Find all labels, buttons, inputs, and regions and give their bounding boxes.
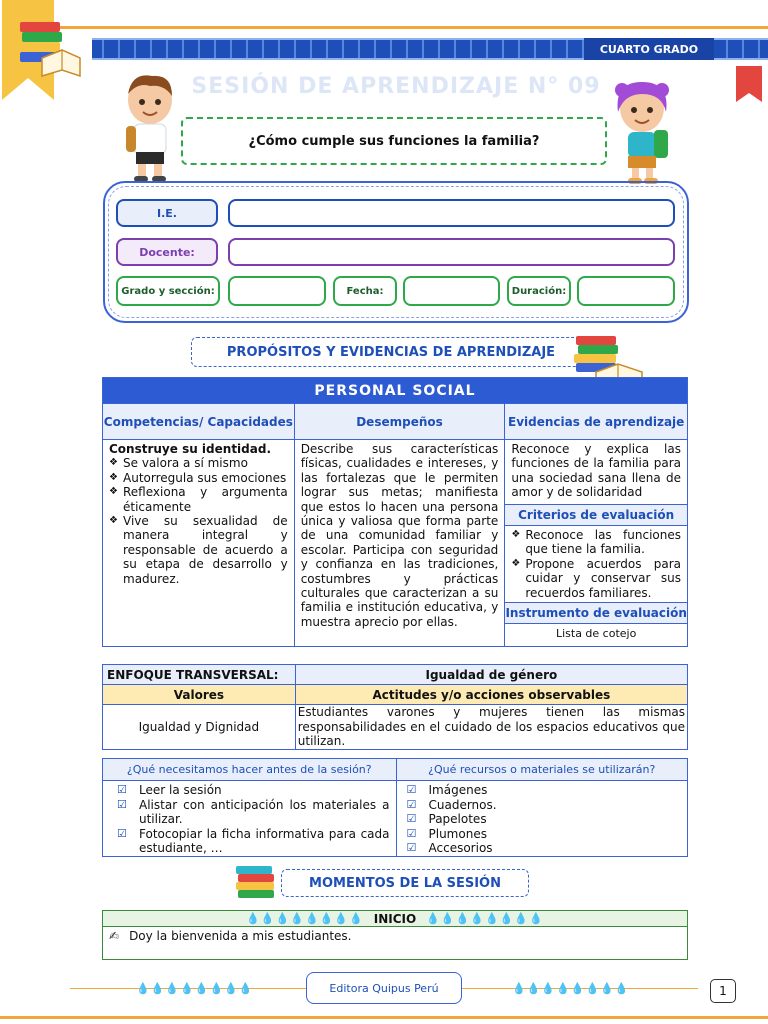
criteria-title: Criterios de evaluación [505, 504, 687, 526]
preparation-table [102, 758, 688, 857]
resources-cell [396, 781, 688, 857]
list-item: ☑ Fotocopiar la ficha informativa para cada estudiante, … [117, 827, 390, 856]
start-header [103, 911, 687, 927]
before-session-header: ¿Qué necesitamos hacer antes de la sesión? [103, 759, 397, 781]
competencies-cell [103, 440, 295, 647]
teacher-field[interactable] [228, 238, 675, 266]
col-evidence: Evidencias de aprendizaje [505, 404, 688, 440]
values-header: Valores [103, 685, 296, 705]
approach-table [102, 664, 688, 750]
top-orange-rule [60, 26, 768, 29]
list-item: ☑ Leer la sesión [117, 783, 390, 798]
purposes-title: PROPÓSITOS Y EVIDENCIAS DE APRENDIZAJE [191, 337, 591, 367]
duration-field[interactable] [577, 276, 675, 306]
start-line: Doy la bienvenida a mis estudiantes. [129, 929, 352, 943]
boy-illustration [112, 70, 188, 186]
start-section [102, 910, 688, 960]
approach-label: ENFOQUE TRANSVERSAL: [103, 665, 296, 685]
date-label: Fecha: [333, 276, 397, 306]
performance-cell: Describe sus características físicas, cualidades e intereses, y las fortalezas que le permiten lograr sus metas; manifiesta que estos lo hacen una persona única y valiosa que forma parte de una comunidad familiar y escolar. Participa con seguridad y confianza en las tradiciones, costumbres y prácticas culturales que caracterizan a su familia e institución educativa, y muestra aprecio por ellas. [294, 440, 505, 647]
moments-title: MOMENTOS DE LA SESIÓN [281, 869, 529, 897]
grade-label: CUARTO GRADO [584, 38, 714, 60]
learning-table [102, 377, 688, 647]
col-performances: Desempeños [294, 404, 505, 440]
evidence-cell [505, 440, 688, 647]
resources-list [397, 783, 688, 856]
start-title: INICIO [373, 911, 417, 926]
ie-field[interactable] [228, 199, 675, 227]
col-competencies: Competencias/ Capacidades [103, 404, 295, 440]
evidence-text: Reconoce y explica las funciones de la familia para una sociedad sana llena de amor y de solidaridad [511, 442, 681, 500]
page-number: 1 [710, 979, 736, 1003]
list-item: ☑ Papelotes [407, 812, 682, 827]
values-cell: Igualdad y Dignidad [103, 705, 296, 750]
grade-section-field[interactable] [228, 276, 326, 306]
list-item: ❖ Se valora a sí mismo [109, 456, 288, 470]
list-item: ❖ Reconoce las funciones que tiene la familia. [511, 528, 681, 557]
attitudes-header: Actitudes y/o acciones observables [295, 685, 687, 705]
list-item: ☑ Plumones [407, 827, 682, 842]
list-item: ❖ Propone acuerdos para cuidar y conservar sus recuerdos familiares. [511, 557, 681, 600]
area-title: PERSONAL SOCIAL [103, 378, 688, 404]
list-item: ❖ Reflexiona y argumenta éticamente [109, 485, 288, 514]
duration-label: Duración: [507, 276, 571, 306]
list-item: ☑ Cuadernos. [407, 798, 682, 813]
drops-decoration-icon: 💧💧💧💧💧💧💧💧 [136, 982, 254, 995]
session-title: SESIÓN DE APRENDIZAJE N° 09 [191, 74, 601, 99]
list-item: ☑ Imágenes [407, 783, 682, 798]
attitudes-cell: Estudiantes varones y mujeres tienen las mismas responsabilidades en el cuidado de los espacios educativos que utilizan. [295, 705, 687, 750]
competency-title: Construye su identidad. [109, 442, 272, 456]
date-field[interactable] [403, 276, 500, 306]
capacities-list [109, 456, 288, 586]
criteria-list [511, 528, 681, 600]
approach-value: Igualdad de género [295, 665, 687, 685]
bookmark-icon [736, 66, 762, 102]
girl-illustration [606, 78, 678, 188]
list-item: ☑ Accesorios [407, 841, 682, 856]
start-body [103, 927, 687, 945]
drops-decoration-icon: 💧💧💧💧💧💧💧💧 [512, 982, 630, 995]
instrument-title: Instrumento de evaluación [505, 602, 687, 624]
before-session-cell [103, 781, 397, 857]
publisher-label: Editora Quipus Perú [306, 972, 462, 1004]
resources-header: ¿Qué recursos o materiales se utilizarán? [396, 759, 688, 781]
list-item: ❖ Vive su sexualidad de manera integral y responsable de acuerdo a su etapa de desarrollo y madurez. [109, 514, 288, 586]
drops-decoration-icon: 💧💧💧💧💧💧💧💧 [426, 912, 544, 925]
list-item: ☑ Alistar con anticipación los materiales a utilizar. [117, 798, 390, 827]
ie-label: I.E. [116, 199, 218, 227]
books-icon [234, 862, 290, 906]
teacher-label: Docente: [116, 238, 218, 266]
bottom-orange-rule [0, 1016, 768, 1019]
books-icon [14, 14, 84, 84]
drops-decoration-icon: 💧💧💧💧💧💧💧💧 [246, 912, 364, 925]
pencil-icon: ✍ [109, 929, 120, 943]
list-item: ❖ Autorregula sus emociones [109, 471, 288, 485]
grade-section-label: Grado y sección: [116, 276, 220, 306]
before-session-list [103, 783, 396, 856]
instrument-value: Lista de cotejo [555, 627, 637, 641]
session-question: ¿Cómo cumple sus funciones la familia? [181, 117, 607, 165]
